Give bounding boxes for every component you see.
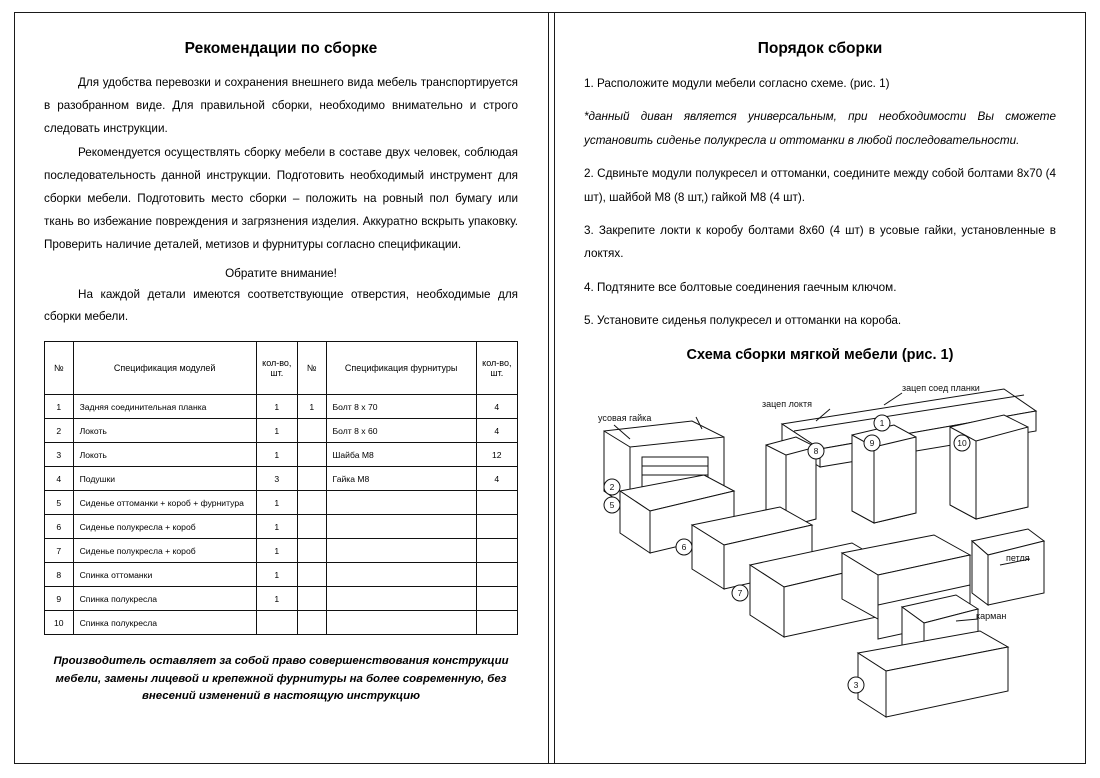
header-module-spec: Спецификация модулей	[73, 342, 256, 395]
cell-furniture-name	[326, 587, 476, 611]
right-column	[554, 12, 1086, 764]
label-hinge: петля	[1006, 552, 1030, 563]
table-row	[45, 539, 518, 563]
cell-furniture-qty: 4	[476, 419, 517, 443]
table-row	[45, 419, 518, 443]
assembly-step-2: 2. Сдвиньте модули полукресел и оттоманки, соедините между собой болтами 8х70 (4 шт), шайбой М8 (8 шт,) гайкой М8 (4 шт).	[584, 167, 1056, 204]
leader-hook	[884, 393, 902, 405]
label-usovaya-gaika: усовая гайка	[598, 412, 652, 423]
header-furniture-qty: кол-во, шт.	[476, 342, 517, 395]
cell-furniture-name: Гайка М8	[326, 467, 476, 491]
cell-furniture-number	[297, 611, 326, 635]
svg-text:5: 5	[609, 499, 615, 510]
cell-furniture-number	[297, 443, 326, 467]
cell-module-name: Подушки	[73, 467, 256, 491]
svg-text:6: 6	[681, 541, 687, 552]
cell-module-name: Сиденье полукресла + короб	[73, 515, 256, 539]
cell-module-name: Спинка полукресла	[73, 611, 256, 635]
header-furniture-number: №	[297, 342, 326, 395]
cell-module-name: Задняя соединительная планка	[73, 395, 256, 419]
header-module-qty: кол-во, шт.	[256, 342, 297, 395]
assembly-step-3: 3. Закрепите локти к коробу болтами 8х60 (4 шт) в усовые гайки, установленные в локтях.	[584, 224, 1056, 261]
cell-furniture-number	[297, 467, 326, 491]
cell-furniture-name: Болт 8 х 70	[326, 395, 476, 419]
cell-furniture-qty: 4	[476, 395, 517, 419]
part-hinge-right	[972, 529, 1044, 605]
assembly-diagram	[584, 369, 1056, 754]
right-title: Порядок сборки	[757, 40, 883, 57]
part-back-cushion-9	[852, 425, 916, 523]
cell-module-qty: 1	[256, 539, 297, 563]
cell-module-qty: 3	[256, 467, 297, 491]
label-hook: зацеп соед планки	[902, 382, 980, 393]
cell-module-number: 2	[45, 419, 74, 443]
cell-furniture-qty	[476, 491, 517, 515]
left-paragraph-2: Рекомендуется осуществлять сборку мебели в составе двух человек, соблюдая последовательность данной инструкции. Подготовить необходимый инструмент для сборки мебели. Подготовить место сборки – положить на ровный пол бумагу или ткань во избежание повреждения и загрязнения изделия. Аккуратно вскрыть упаковку. Проверить наличие деталей, метизов и фурнитуры согласно спецификации.	[44, 146, 518, 251]
cell-furniture-number: 1	[297, 395, 326, 419]
cell-module-qty: 1	[256, 563, 297, 587]
assembly-step-4: 4. Подтяните все болтовые соединения гаечным ключом.	[584, 280, 897, 294]
part-cushion-3	[858, 631, 1008, 717]
svg-text:10: 10	[957, 437, 967, 448]
table-row	[45, 491, 518, 515]
assembly-note: *данный диван является универсальным, при необходимости Вы сможете установить сиденье полукресла и оттоманки в любой последовательности.	[584, 110, 1056, 147]
cell-module-name: Спинка полукресла	[73, 587, 256, 611]
label-pocket: карман	[976, 610, 1007, 621]
left-paragraph-1: Для удобства перевозки и сохранения внешнего вида мебель транспортируется в разобранном виде. Для правильной сборки, необходимо внимательно и строго следовать инструкции.	[44, 76, 518, 135]
cell-module-qty: 1	[256, 395, 297, 419]
assembly-step-1: 1. Расположите модули мебели согласно схеме. (рис. 1)	[584, 77, 890, 90]
cell-module-qty: 1	[256, 491, 297, 515]
cell-module-number: 9	[45, 587, 74, 611]
part-back-cushion-10	[950, 415, 1028, 519]
cell-module-number: 8	[45, 563, 74, 587]
assembly-step-5: 5. Установите сиденья полукресел и оттоманки на короба.	[584, 314, 902, 328]
cell-module-number: 5	[45, 491, 74, 515]
cell-module-number: 4	[45, 467, 74, 491]
cell-furniture-qty	[476, 563, 517, 587]
cell-furniture-name: Шайба М8	[326, 443, 476, 467]
cell-module-name: Локоть	[73, 419, 256, 443]
cell-furniture-name: Болт 8 х 60	[326, 419, 476, 443]
cell-furniture-name	[326, 611, 476, 635]
cell-furniture-qty	[476, 587, 517, 611]
cell-module-qty	[256, 611, 297, 635]
header-furniture-spec: Спецификация фурнитуры	[326, 342, 476, 395]
fold-line-left	[548, 12, 549, 764]
cell-furniture-number	[297, 539, 326, 563]
cell-module-qty: 1	[256, 443, 297, 467]
manufacturer-disclaimer: Производитель оставляет за собой право совершенствования конструкции мебели, замены лицевой и крепежной фурнитуры на более современную, без внесений изменений в настоящую инструкцию	[53, 655, 509, 703]
cell-module-number: 1	[45, 395, 74, 419]
cell-module-qty: 1	[256, 587, 297, 611]
table-row	[45, 611, 518, 635]
cell-module-name: Сиденье полукресла + короб	[73, 539, 256, 563]
cell-furniture-qty	[476, 539, 517, 563]
left-title: Рекомендации по сборке	[184, 40, 378, 57]
table-row	[45, 467, 518, 491]
cell-furniture-qty	[476, 515, 517, 539]
svg-text:8: 8	[813, 445, 819, 456]
cell-module-number: 7	[45, 539, 74, 563]
cell-module-name: Спинка оттоманки	[73, 563, 256, 587]
table-row	[45, 563, 518, 587]
cell-furniture-number	[297, 419, 326, 443]
cell-furniture-number	[297, 491, 326, 515]
cell-module-number: 3	[45, 443, 74, 467]
cell-module-name: Сиденье оттоманки + короб + фурнитура	[73, 491, 256, 515]
table-row	[45, 515, 518, 539]
svg-text:9: 9	[869, 437, 875, 448]
cell-furniture-number	[297, 563, 326, 587]
cell-furniture-name	[326, 491, 476, 515]
label-elbow-hook: зацеп локтя	[762, 398, 812, 409]
table-row	[45, 443, 518, 467]
scheme-title: Схема сборки мягкой мебели (рис. 1)	[686, 346, 954, 363]
cell-furniture-number	[297, 587, 326, 611]
cell-furniture-qty	[476, 611, 517, 635]
cell-module-qty: 1	[256, 515, 297, 539]
cell-module-number: 6	[45, 515, 74, 539]
cell-furniture-name	[326, 563, 476, 587]
svg-text:7: 7	[737, 587, 743, 598]
cell-furniture-name	[326, 515, 476, 539]
cell-module-number: 10	[45, 611, 74, 635]
attention-heading: Обратите внимание!	[225, 266, 337, 280]
svg-text:1: 1	[879, 417, 885, 428]
svg-text:2: 2	[609, 481, 615, 492]
cell-module-name: Локоть	[73, 443, 256, 467]
specification-table	[44, 341, 518, 635]
assembly-diagram-svg	[584, 369, 1056, 749]
table-row	[45, 395, 518, 419]
svg-text:3: 3	[853, 679, 859, 690]
left-column	[14, 12, 548, 764]
cell-furniture-qty: 12	[476, 443, 517, 467]
left-paragraph-3: На каждой детали имеются соответствующие отверстия, необходимые для сборки мебели.	[44, 287, 518, 324]
table-header-row	[45, 342, 518, 395]
cell-furniture-qty: 4	[476, 467, 517, 491]
header-module-number: №	[45, 342, 74, 395]
cell-module-qty: 1	[256, 419, 297, 443]
cell-furniture-name	[326, 539, 476, 563]
cell-furniture-number	[297, 515, 326, 539]
table-row	[45, 587, 518, 611]
